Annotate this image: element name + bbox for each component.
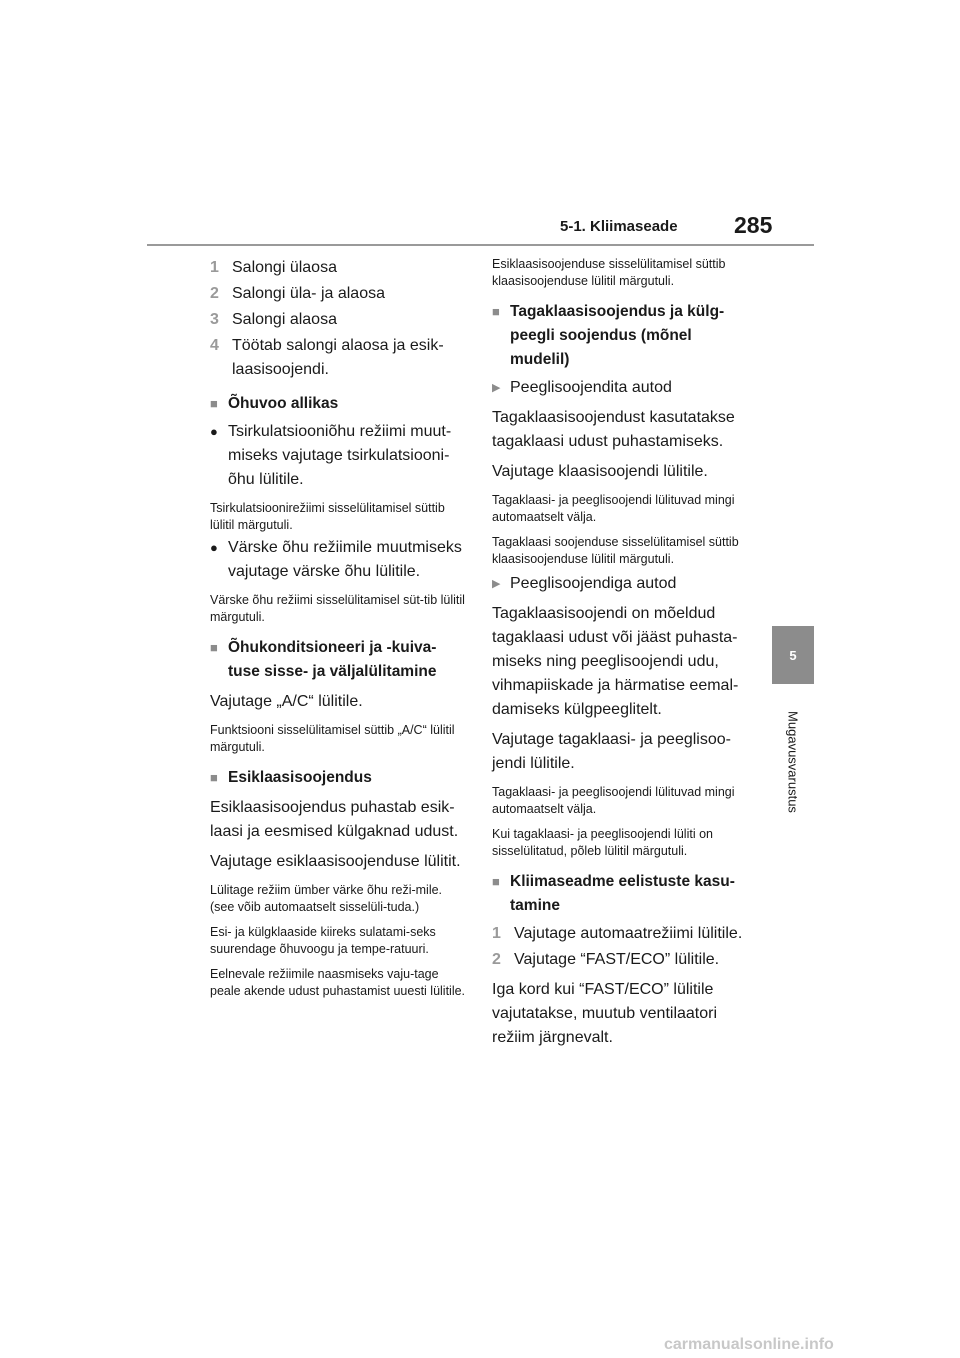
heading-text: Kliimaseadme eelistuste kasu-tamine [510, 873, 735, 914]
dot-bullet-icon: ● [210, 424, 218, 439]
square-bullet-icon: ■ [492, 304, 500, 319]
dot-bullet-icon: ● [210, 540, 218, 555]
heading-text: Esiklaasisoojendus [228, 769, 372, 786]
defroster-heading [210, 766, 466, 790]
note-text: Tagaklaasi- ja peeglisoojendi lülituvad mingi automaatselt välja. [492, 493, 735, 524]
paragraph: Esiklaasisoojendus puhastab esik-laasi ja eesmised külgaknad udust. [210, 799, 459, 840]
preferences-heading [492, 870, 748, 918]
note-text: Esiklaasisoojenduse sisselülitamisel süttib klaasisoojenduse lülitil märgutuli. [492, 257, 726, 288]
ac-heading [210, 636, 466, 684]
note-text: Tsirkulatsioonirežiimi sisselülitamisel süttib lülitil märgutuli. [210, 501, 445, 532]
step-text: Töötab salongi alaosa ja esik-laasisoojendi. [232, 337, 444, 378]
step-text: Vajutage “FAST/ECO” lülitile. [514, 951, 720, 968]
note-text: Värske õhu režiimi sisselülitamisel süt-tib lülitil märgutuli. [210, 593, 465, 624]
page-number: 285 [734, 212, 773, 238]
step-text: Salongi üla- ja alaosa [232, 285, 385, 302]
bullet-text: Värske õhu režiimile muutmiseks vajutage värske õhu lülitile. [228, 539, 462, 580]
rear-defogger-heading [492, 300, 748, 372]
note-text: Funktsiooni sisselülitamisel süttib „A/C“ lülitil märgutuli. [210, 723, 455, 754]
paragraph: Tagaklaasisoojendi on mõeldud tagaklaasi udust või jääst puhasta-miseks ning peeglisoojendi udu, vihmapiiskade ja härmatise eemal-damiseks külgpeeglitelt. [492, 605, 739, 718]
paragraph: Tagaklaasisoojendust kasutatakse tagaklaasi udust puhastamiseks. [492, 409, 735, 450]
step-number: 4 [210, 337, 219, 354]
bullet-text: Tsirkulatsiooniõhu režiimi muut-miseks vajutage tsirkulatsiooni-õhu lülitile. [228, 423, 452, 488]
chapter-number: 5 [789, 647, 797, 663]
paragraph: Vajutage tagaklaasi- ja peeglisoo-jendi lülitile. [492, 731, 731, 772]
step-number: 1 [492, 925, 501, 942]
subheading-text: Peeglisoojendiga autod [510, 575, 677, 592]
heading-text: Tagaklaasisoojendus ja külg-peegli soojendus (mõnel mudelil) [510, 303, 725, 368]
list-item [210, 256, 466, 280]
subheading [492, 572, 748, 596]
triangle-right-icon: ▶ [492, 382, 501, 394]
step-text: Salongi alaosa [232, 311, 337, 328]
right-column [492, 256, 748, 1050]
left-column [210, 256, 466, 1000]
chapter-label: Mugavusvarustus [785, 711, 801, 813]
step-text: Vajutage automaatrežiimi lülitile. [514, 925, 743, 942]
subheading-text: Peeglisoojendita autod [510, 379, 672, 396]
note-text: Eelnevale režiimile naasmiseks vaju-tage peale akende udust puhastamist uuesti lülitile. [210, 967, 466, 998]
step-number: 1 [210, 259, 219, 276]
step-number: 3 [210, 311, 219, 328]
list-item [210, 536, 466, 584]
list-item [210, 308, 466, 332]
square-bullet-icon: ■ [492, 874, 500, 889]
note-text: Lülitage režiim ümber värke õhu reži-mile. (see võib automaatselt sisselüli-tuda.) [210, 883, 443, 914]
paragraph: Vajutage klaasisoojendi lülitile. [492, 463, 708, 480]
heading-text: Õhuvoo allikas [228, 395, 339, 412]
section-title: 5-1. Kliimaseade [560, 218, 678, 235]
square-bullet-icon: ■ [210, 396, 218, 411]
air-source-heading [210, 392, 466, 416]
note-text: Tagaklaasi- ja peeglisoojendi lülituvad mingi automaatselt välja. [492, 785, 735, 816]
list-item [210, 420, 466, 492]
list-item [210, 334, 466, 382]
square-bullet-icon: ■ [210, 640, 218, 655]
triangle-right-icon: ▶ [492, 578, 501, 590]
note-text: Esi- ja külgklaaside kiireks sulatami-seks suurendage õhuvoogu ja tempe-ratuuri. [210, 925, 436, 956]
heading-text: Õhukonditsioneeri ja -kuiva-tuse sisse- ja väljalülitamine [228, 639, 437, 680]
note-text: Tagaklaasi soojenduse sisselülitamisel süttib klaasisoojenduse lülitil märgutuli. [492, 535, 739, 566]
paragraph: Iga kord kui “FAST/ECO” lülitile vajutatakse, muutub ventilaatori režiim järgnevalt. [492, 981, 718, 1046]
step-number: 2 [210, 285, 219, 302]
list-item [492, 948, 748, 972]
watermark: carmanualsonline.info [664, 1336, 834, 1353]
square-bullet-icon: ■ [210, 770, 218, 785]
chapter-tab [772, 626, 814, 684]
step-text: Salongi ülaosa [232, 259, 337, 276]
header-divider [147, 244, 814, 246]
list-item [492, 922, 748, 946]
list-item [210, 282, 466, 306]
paragraph: Vajutage esiklaasisoojenduse lülitit. [210, 853, 461, 870]
step-number: 2 [492, 951, 501, 968]
note-text: Kui tagaklaasi- ja peeglisoojendi lüliti on sisselülitatud, põleb lülitil märgutuli. [492, 827, 713, 858]
paragraph: Vajutage „A/C“ lülitile. [210, 693, 363, 710]
subheading [492, 376, 748, 400]
